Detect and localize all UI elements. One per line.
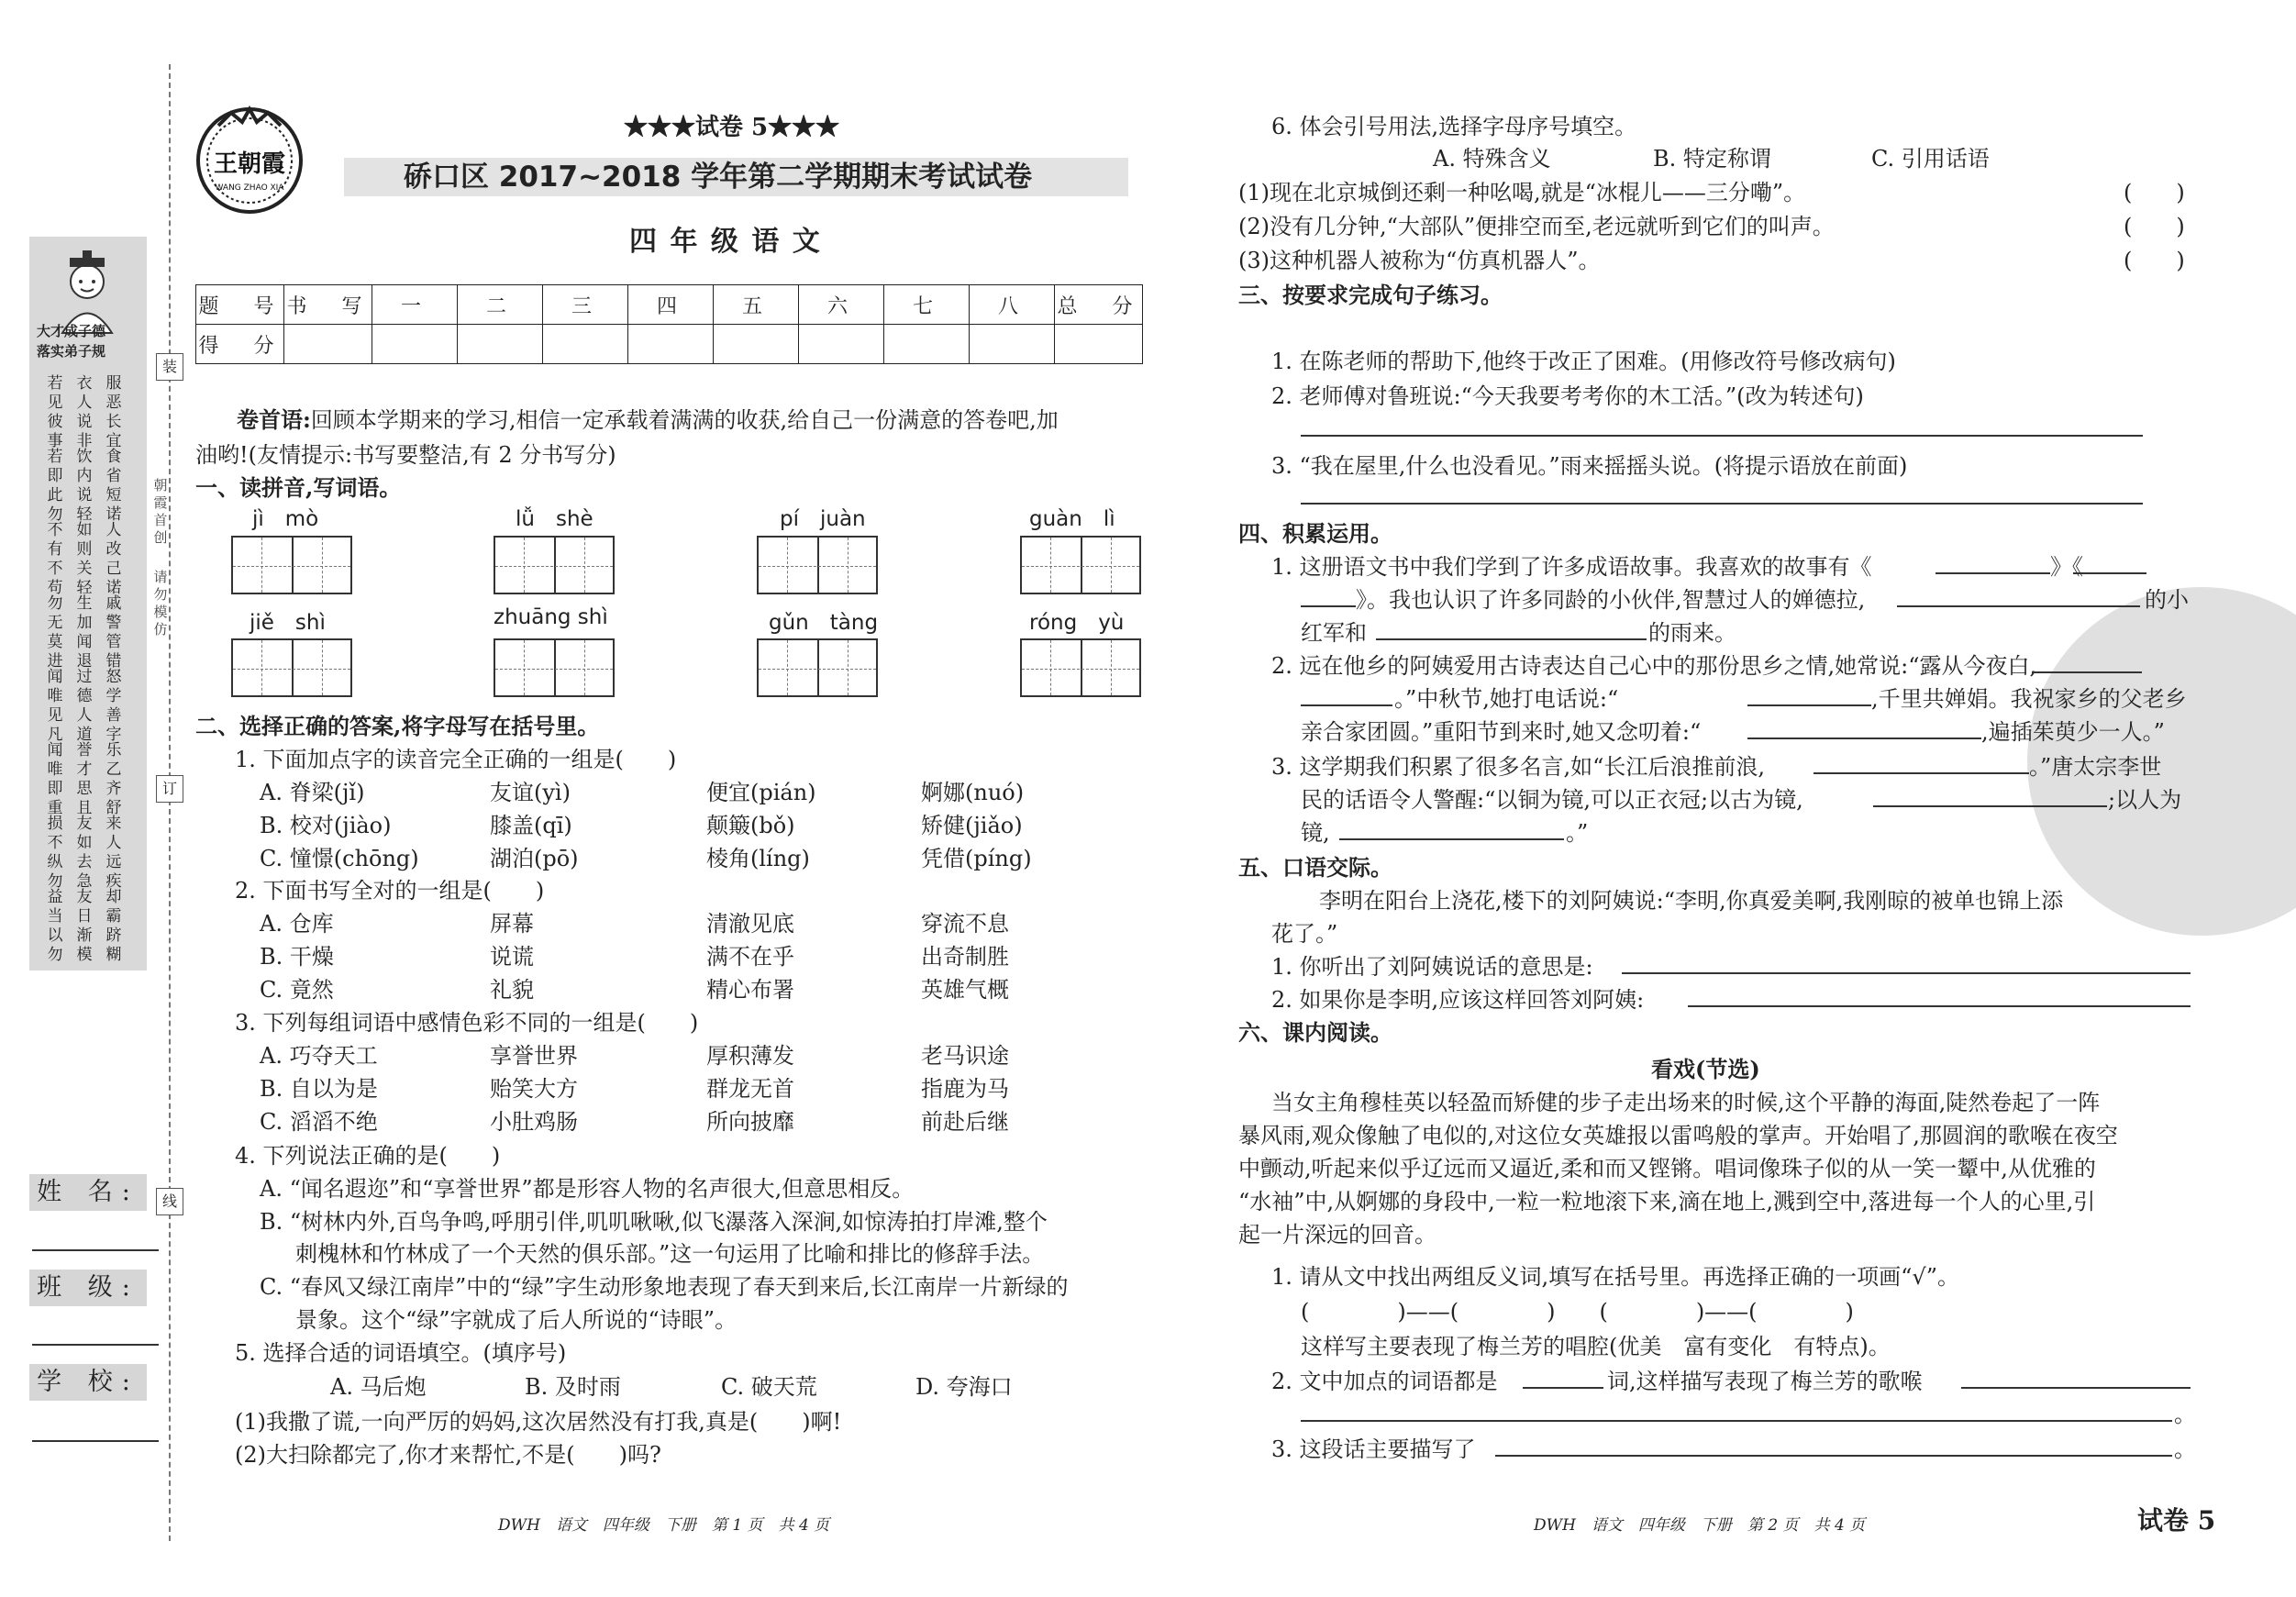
score-cell[interactable] (970, 325, 1055, 364)
answer-line[interactable] (1688, 1005, 2191, 1007)
page-footer: DWH 语文 四年级 下册 第 1 页 共 4 页 (498, 1516, 830, 1535)
sidebar-verse-column: 人改己诺 (105, 521, 122, 597)
pinyin: jiě shì (250, 611, 326, 635)
option-text: C. 滔滔不绝 (260, 1109, 378, 1135)
section-title: 二、选择正确的答案,将字母写在括号里。 (195, 713, 600, 739)
character-grid[interactable] (494, 638, 615, 697)
answer-line[interactable] (2032, 671, 2142, 673)
option-text: C. 破天荒 (721, 1374, 817, 1400)
binding-mark: 线 (156, 1188, 183, 1215)
sidebar-motto: 落实弟子规 (37, 343, 106, 360)
answer-line[interactable] (1622, 972, 2191, 974)
sidebar-verse-column: 友日渐模 (76, 888, 93, 964)
intro-text: 回顾本学期来的学习,相信一定承载着满满的收获,给自己一份满意的答卷吧,加 (310, 407, 1059, 433)
question-text: 3. 这学期我们积累了很多名言,如“长江后浪推前浪, (1271, 754, 1766, 780)
intro-text: 油哟!(友情提示:书写要整洁,有 2 分书写分) (195, 442, 616, 468)
answer-line[interactable] (1301, 605, 1356, 607)
option-text: 贻笑大方 (490, 1076, 578, 1102)
passage-text: 花了。” (1271, 921, 1338, 947)
question-text: 1. 在陈老师的帮助下,他终于改正了困难。(用修改符号修改病句) (1271, 349, 1896, 374)
option-text: 友谊(yì) (490, 780, 571, 805)
question-text: (2)没有几分钟,“大部队”便排空而至,老远就听到它们的叫声。 (1238, 214, 1835, 239)
question-text: 1. 你听出了刘阿姨说话的意思是: (1271, 954, 1593, 980)
option-text: 指鹿为马 (921, 1076, 1009, 1102)
score-header-row (196, 285, 1143, 325)
option-text: 所向披靡 (706, 1109, 794, 1135)
question-text: (2)大扫除都完了,你才来帮忙,不是( )吗? (235, 1442, 661, 1468)
table-cell: 一 (372, 285, 458, 325)
question-stem: 4. 下列说法正确的是( ) (235, 1143, 501, 1169)
option-text: B. 校对(jiào) (260, 813, 392, 838)
option-text: C. “春风又绿江南岸”中的“绿”字生动形象地表现了春天到来后,长江南岸一片新绿的 (260, 1274, 1069, 1300)
sidebar-verse-column: 乐乙齐舒 (105, 741, 122, 817)
option-text: B. 自以为是 (260, 1076, 378, 1102)
pinyin: jì mò (252, 507, 319, 531)
answer-line[interactable] (1873, 805, 2107, 807)
answer-line[interactable] (1747, 704, 1871, 706)
character-grid[interactable] (757, 536, 878, 594)
sidebar-verse-column: 生加闻退 (76, 594, 93, 671)
question-text: 。”唐太宗李世 (2029, 754, 2162, 780)
question-text: 这样写主要表现了梅兰芳的唱腔(优美 富有变化 有特点)。 (1301, 1334, 1891, 1359)
option-text: 前赴后继 (921, 1109, 1009, 1135)
question-text: 1. 请从文中找出两组反义词,填写在括号里。再选择正确的一项画“√”。 (1271, 1264, 1959, 1290)
section-title: 四、积累运用。 (1238, 520, 1392, 547)
score-cell[interactable] (543, 325, 628, 364)
class-field[interactable] (32, 1344, 159, 1346)
answer-line[interactable] (1495, 1455, 2172, 1457)
answer-line[interactable] (1301, 704, 1392, 706)
section-title: 六、课内阅读。 (1238, 1019, 1392, 1046)
answer-blank[interactable]: ( ) (2124, 180, 2185, 205)
answer-line[interactable] (1301, 435, 2143, 437)
sidebar-verse-column: 戚警管错 (105, 594, 122, 671)
option-text: 湖泊(pō) (490, 846, 579, 871)
name-label: 姓 名: (29, 1174, 147, 1211)
name-field[interactable] (32, 1249, 159, 1251)
option-text: A. 马后炮 (330, 1374, 427, 1400)
score-row (196, 325, 1143, 364)
question-text: 亲合家团圆。”重阳节到来时,她又念叨着:“ (1301, 719, 1702, 745)
answer-line[interactable] (1747, 738, 1981, 739)
answer-blank[interactable]: ( ) (2124, 214, 2185, 239)
option-text: 矫健(jiǎo) (921, 813, 1023, 838)
question-text: (1)现在北京城倒还剩一种吆喝,就是“冰棍儿——三分嘞”。 (1238, 180, 1806, 205)
section-title: 五、口语交际。 (1238, 854, 1392, 881)
sidebar-verse-column: 不有不苟 (47, 521, 63, 597)
sidebar-verse-column: 怒学善字 (105, 668, 122, 744)
option-text: 礼貌 (490, 977, 534, 1003)
binding-line (169, 64, 171, 1541)
option-text: 便宜(pián) (706, 780, 816, 805)
pinyin: róng yù (1029, 611, 1125, 635)
score-table (195, 284, 1143, 364)
option-text: 穿流不息 (921, 911, 1009, 937)
option-text: 颠簸(bǒ) (706, 813, 795, 838)
question-text: ,遍插茱萸少一人。” (1981, 719, 2165, 745)
question-text: 的小 (2145, 587, 2189, 613)
answer-blank[interactable]: ( ) (2124, 248, 2185, 273)
question-text: 。 (2174, 1436, 2196, 1462)
question-text: 词,这样描写表现了梅兰芳的歌喉 (1607, 1369, 1923, 1394)
class-label: 班 级: (29, 1270, 147, 1306)
question-stem: 2. 下面书写全对的一组是( ) (235, 878, 545, 904)
binding-mark: 订 (156, 775, 183, 803)
question-text: ;以人为 (2108, 787, 2182, 813)
answer-line[interactable] (1897, 605, 2140, 607)
answer-line[interactable] (1376, 638, 1647, 640)
sidebar-verse-column: 饮内说轻 (76, 448, 93, 524)
answer-line[interactable] (1301, 503, 2143, 505)
table-cell: 得 分 (196, 325, 284, 364)
paper-number: ★★★试卷 5★★★ (624, 114, 840, 141)
question-text: 。”中秋节,她打电话说:“ (1394, 686, 1619, 712)
question-text: 》。我也认识了许多同龄的小伙伴,智慧过人的婵德拉, (1356, 587, 1866, 613)
question-text: 2. 老师傅对鲁班说:“今天我要考考你的木工活。”(改为转述句) (1271, 383, 1864, 409)
score-cell[interactable] (1055, 325, 1143, 364)
option-text: D. 夸海口 (915, 1374, 1013, 1400)
sidebar-verse-column: 闻唯即重 (47, 741, 63, 817)
question-text: 。” (1566, 820, 1589, 846)
character-grid[interactable] (494, 536, 615, 594)
question-text: 。 (2174, 1402, 2196, 1427)
pinyin: lǚ shè (516, 507, 593, 531)
table-cell: 书 写 (284, 285, 372, 325)
sidebar-verse-column: 服恶长宜 (105, 374, 122, 450)
pinyin: gǔn tàng (769, 611, 879, 635)
option-text: C. 憧憬(chōng) (260, 846, 419, 871)
exam-title: 硚口区 2017~2018 学年第二学期期末考试试卷 (404, 161, 1033, 194)
option-text: 婀娜(nuó) (921, 780, 1025, 805)
passage-text: “水袖”中,从婀娜的身段中,一粒一粒地滚下来,滴在地上,溅到空中,落进每一个人的心里,引 (1238, 1189, 2096, 1214)
pinyin: zhuāng shì (494, 605, 608, 629)
table-cell: 三 (543, 285, 628, 325)
sidebar-verse-column: 益当以勿 (47, 888, 63, 964)
sidebar-verse-column: 若即此勿 (47, 448, 63, 524)
table-cell: 四 (628, 285, 714, 325)
page-footer: DWH 语文 四年级 下册 第 2 页 共 4 页 (1534, 1516, 1866, 1535)
table-cell: 二 (458, 285, 543, 325)
option-text: A. “闻名遐迩”和“享誉世界”都是形容人物的名声很大,但意思相反。 (260, 1176, 915, 1202)
score-cell[interactable] (884, 325, 970, 364)
passage-text: 暴风雨,观众像触了电似的,对这位女英雄报以雷鸣般的掌声。开始唱了,那圆润的歌喉在夜空 (1238, 1123, 2118, 1148)
question-stem: 5. 选择合适的词语填空。(填序号) (235, 1340, 567, 1366)
option-text: B. “树林内外,百鸟争鸣,呼朋引伴,叽叽啾啾,似飞瀑落入深涧,如惊涛拍打岸滩,整个 (260, 1209, 1048, 1235)
sidebar-verse-column: 如则关轻 (76, 521, 93, 597)
character-grid[interactable] (1020, 536, 1141, 594)
option-text: 老马识途 (921, 1043, 1009, 1069)
score-cell[interactable] (714, 325, 799, 364)
school-label: 学 校: (29, 1364, 147, 1401)
question-text: 1. 这册语文书中我们学到了许多成语故事。我喜欢的故事有《 (1271, 554, 1872, 580)
option-text: C. 竟然 (260, 977, 334, 1003)
answer-line[interactable] (1339, 838, 1564, 840)
option-text: 凭借(píng) (921, 846, 1032, 871)
section-title: 三、按要求完成句子练习。 (1238, 282, 1503, 308)
option-text: 厚积薄发 (706, 1043, 794, 1069)
subject-title: 四 年 级 语 文 (629, 226, 822, 258)
sidebar-verse-column: 闻唯见凡 (47, 668, 63, 744)
question-text: ,千里共婵娟。我祝家乡的父老乡 (1871, 686, 2187, 712)
character-grid[interactable] (231, 638, 352, 697)
sidebar-verse-column: 却霸跻糊 (105, 888, 122, 964)
answer-line[interactable] (1301, 1420, 2172, 1422)
vertical-note: 朝霞首创 (153, 477, 168, 546)
score-cell[interactable] (284, 325, 372, 364)
sidebar-verse-column: 誉才思且 (76, 741, 93, 817)
sidebar-verse-column: 勿无莫进 (47, 594, 63, 671)
option-text: 清澈见底 (706, 911, 794, 937)
question-text: 民的话语令人警醒:“以铜为镜,可以正衣冠;以古为镜, (1301, 787, 1803, 813)
passage-text: 当女主角穆桂英以轻盈而矫健的步子走出场来的时候,这个平静的海面,陡然卷起了一阵 (1271, 1090, 2101, 1115)
character-grid[interactable] (231, 536, 352, 594)
character-grid[interactable] (757, 638, 878, 697)
answer-line[interactable] (2073, 572, 2146, 574)
question-stem: 1. 下面加点字的读音完全正确的一组是( ) (235, 747, 677, 772)
sidebar-motto: 大才成子德 (37, 323, 106, 339)
svg-text:王朝霞: 王朝霞 (213, 150, 286, 178)
question-text: (3)这种机器人被称为“仿真机器人”。 (1238, 248, 1601, 273)
section-title: 一、读拼音,写词语。 (195, 474, 402, 501)
sidebar-verse-column: 来人远疾 (105, 815, 122, 891)
sidebar-verse-column: 食省短诺 (105, 448, 122, 524)
table-cell: 八 (970, 285, 1055, 325)
passage-text: 李明在阳台上浇花,楼下的刘阿姨说:“李明,你真爱美啊,我刚晾的被单也锦上添 (1319, 888, 2064, 914)
question-stem: 6. 体会引号用法,选择字母序号填空。 (1271, 114, 1637, 139)
option-text: A. 脊梁(jǐ) (260, 780, 365, 805)
option-text: 精心布署 (706, 977, 794, 1003)
brand-logo (194, 105, 305, 216)
sidebar-verse-column: 过德人道 (76, 668, 93, 744)
score-cell[interactable] (628, 325, 714, 364)
option-text: A. 特殊含义 (1433, 146, 1551, 172)
passage-text: 中颤动,听起来似乎辽远而又逼近,柔和而又铿锵。唱词像珠子似的从一笑一颦中,从优雅的 (1238, 1156, 2096, 1181)
option-text: B. 干燥 (260, 944, 334, 970)
option-text: 出奇制胜 (921, 944, 1009, 970)
answer-line[interactable] (1814, 772, 2029, 774)
character-grid[interactable] (1020, 638, 1141, 697)
footer-badge: 试卷 5 (2137, 1505, 2216, 1536)
option-text: 小肚鸡肠 (490, 1109, 578, 1135)
table-cell: 七 (884, 285, 970, 325)
question-text: 镜, (1301, 820, 1330, 846)
table-cell: 题 号 (196, 285, 284, 325)
option-text: 棱角(líng) (706, 846, 810, 871)
answer-line[interactable] (1523, 1387, 1603, 1389)
school-field[interactable] (32, 1440, 159, 1442)
vertical-note: 请勿模仿 (153, 569, 168, 638)
option-text: 英雄气概 (921, 977, 1009, 1003)
sidebar-verse-column: 若见彼事 (47, 374, 63, 450)
question-text: 的雨来。 (1648, 620, 1736, 646)
sidebar-verse-column: 衣人说非 (76, 374, 93, 450)
intro-lead: 卷首语: (237, 406, 311, 433)
question-stem: 3. 下列每组词语中感情色彩不同的一组是( ) (235, 1010, 699, 1036)
passage-text: 起一片深远的回音。 (1238, 1222, 1436, 1248)
answer-line[interactable] (1936, 572, 2050, 574)
option-text: B. 特定称谓 (1653, 146, 1771, 172)
question-text: 2. 文中加点的词语都是 (1271, 1369, 1498, 1394)
question-text: 》《 (2050, 554, 2083, 580)
pinyin: pí juàn (780, 507, 866, 531)
pinyin: guàn lì (1029, 507, 1115, 531)
option-text: A. 巧夺天工 (260, 1043, 378, 1069)
question-text: 红军和 (1301, 620, 1367, 646)
option-text: 刺槐林和竹林成了一个天然的俱乐部。”这一句运用了比喻和排比的修辞手法。 (295, 1241, 1045, 1267)
question-text: (1)我撒了谎,一向严厉的妈妈,这次居然没有打我,真是( )啊! (235, 1409, 842, 1435)
table-cell: 总 分 (1055, 285, 1143, 325)
question-text: 2. 远在他乡的阿姨爱用古诗表达自己心中的那份思乡之情,她常说:“露从今夜白, (1271, 653, 2037, 679)
score-cell[interactable] (458, 325, 543, 364)
score-cell[interactable] (799, 325, 884, 364)
binding-mark: 装 (156, 353, 183, 381)
option-text: A. 仓库 (260, 911, 334, 937)
option-text: 群龙无首 (706, 1076, 794, 1102)
option-text: 膝盖(qī) (490, 813, 572, 838)
sidebar-verse-column: 友如去急 (76, 815, 93, 891)
passage-title: 看戏(节选) (1651, 1056, 1760, 1082)
answer-blank[interactable]: ( )——( ) ( )——( ) (1301, 1299, 1854, 1325)
table-cell: 五 (714, 285, 799, 325)
option-text: 屏幕 (490, 911, 534, 937)
score-cell[interactable] (372, 325, 458, 364)
svg-text:WANG ZHAO XIA: WANG ZHAO XIA (215, 183, 284, 193)
option-text: B. 及时雨 (525, 1374, 621, 1400)
answer-line[interactable] (1961, 1387, 2191, 1389)
question-text: 3. 这段话主要描写了 (1271, 1436, 1476, 1462)
option-text: 景象。这个“绿”字就成了后人所说的“诗眼”。 (295, 1307, 738, 1333)
question-text: 3. “我在屋里,什么也没看见。”雨来摇摇头说。(将提示语放在前面) (1271, 453, 1908, 479)
option-text: 满不在乎 (706, 944, 794, 970)
sidebar-verse-column: 损不纵勿 (47, 815, 63, 891)
table-cell: 六 (799, 285, 884, 325)
option-text: 说谎 (490, 944, 534, 970)
question-text: 2. 如果你是李明,应该这样回答刘阿姨: (1271, 987, 1645, 1013)
option-text: 享誉世界 (490, 1043, 578, 1069)
option-text: C. 引用话语 (1871, 146, 1990, 172)
